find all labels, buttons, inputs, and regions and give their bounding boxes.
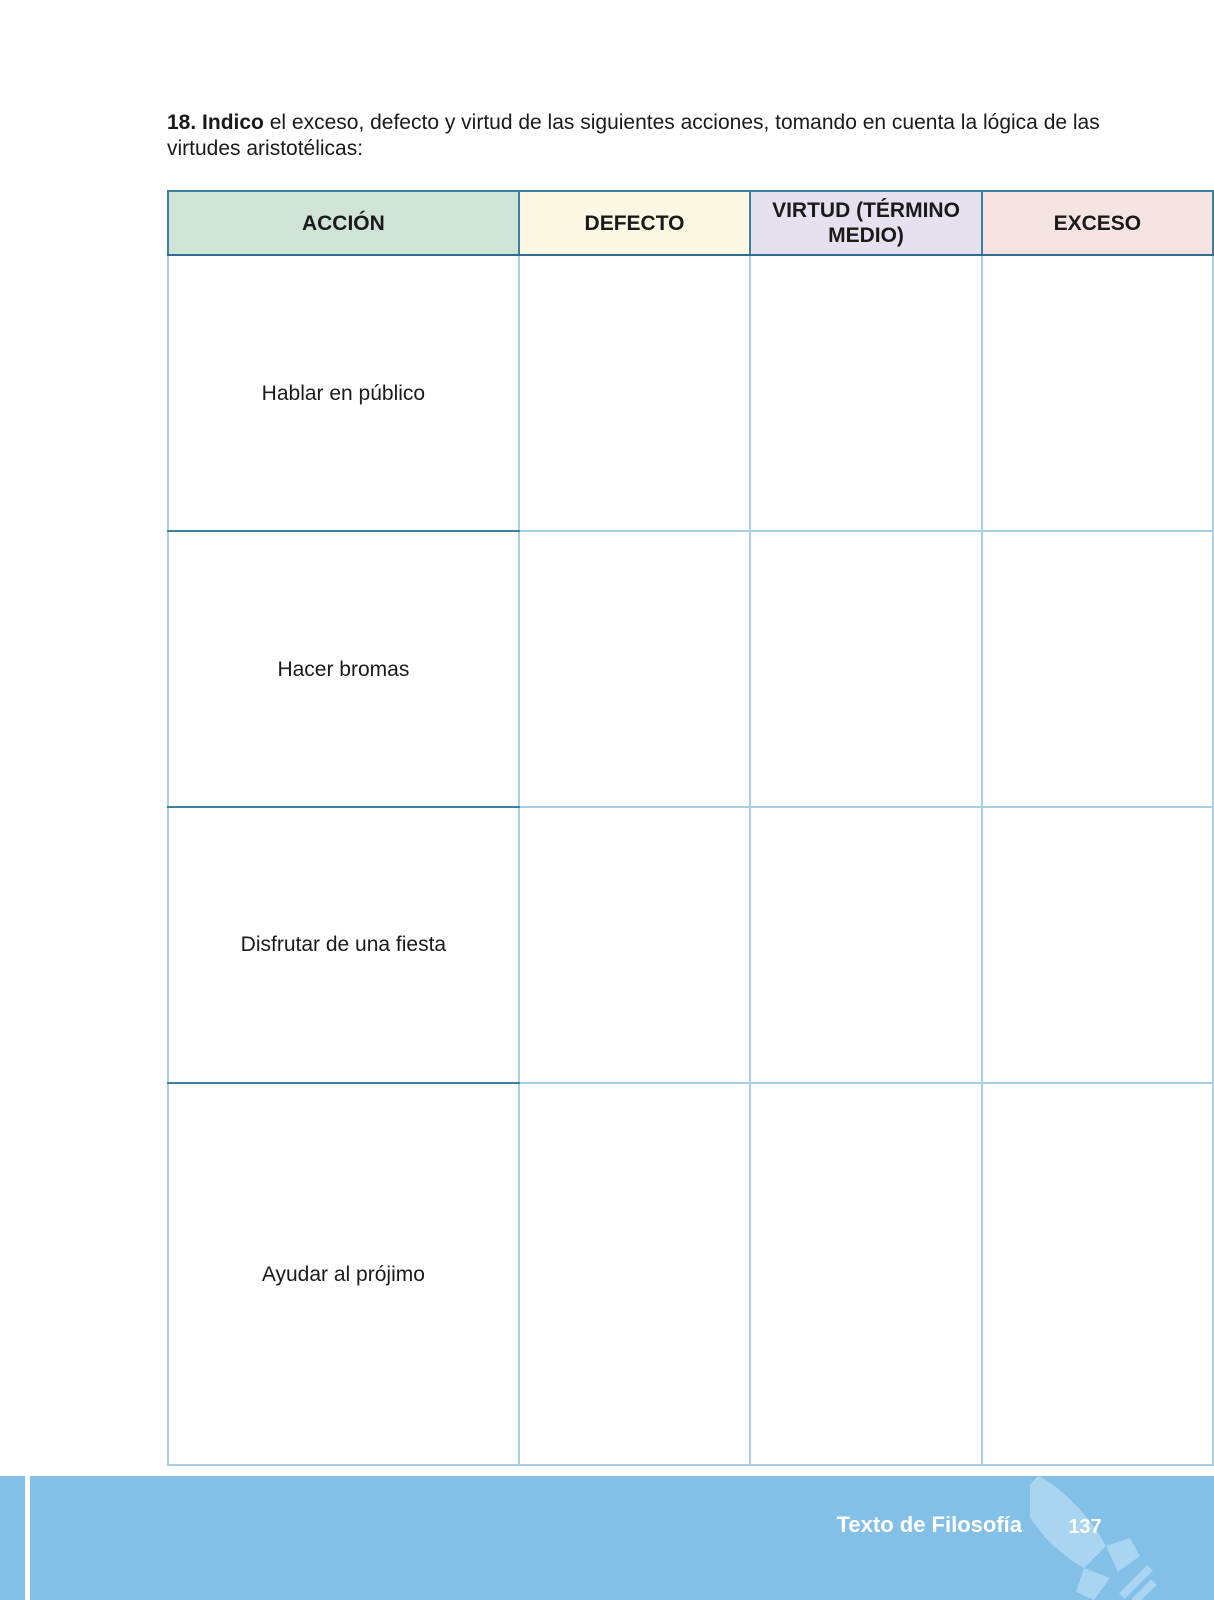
- virtud-cell[interactable]: [750, 255, 982, 531]
- exceso-cell[interactable]: [982, 531, 1213, 807]
- exercise-text: el exceso, defecto y virtud de las siguientes acciones, tomando en cuenta la lógica de las virtudes aristotélicas:: [167, 111, 1100, 160]
- footer-divider: [25, 1476, 30, 1600]
- page-number: 137: [1068, 1516, 1102, 1538]
- table-row: [168, 255, 1213, 531]
- exceso-cell[interactable]: [982, 1083, 1213, 1465]
- exercise-number: 18.: [167, 111, 197, 134]
- defecto-cell[interactable]: [519, 531, 750, 807]
- virtud-cell[interactable]: [750, 1083, 982, 1465]
- exceso-cell[interactable]: [982, 807, 1213, 1083]
- virtues-table: [167, 190, 1214, 1466]
- action-cell: Ayudar al prójimo: [168, 1083, 519, 1465]
- virtud-cell[interactable]: [750, 807, 982, 1083]
- table-row: [168, 1083, 1213, 1465]
- exercise-verb: Indico: [202, 111, 264, 134]
- defecto-cell[interactable]: [519, 807, 750, 1083]
- virtud-cell[interactable]: [750, 531, 982, 807]
- defecto-cell[interactable]: [519, 255, 750, 531]
- exercise-instruction: [167, 110, 1112, 162]
- book-title: Texto de Filosofía: [836, 1512, 1022, 1537]
- action-cell: Hacer bromas: [168, 531, 519, 807]
- header-accion: ACCIÓN: [168, 191, 519, 255]
- table-header-row: [168, 191, 1213, 255]
- table-row: [168, 531, 1213, 807]
- exceso-cell[interactable]: [982, 255, 1213, 531]
- header-virtud: VIRTUD (TÉRMINO MEDIO): [750, 191, 982, 255]
- virtues-table-container: [167, 190, 1214, 1466]
- header-exceso: EXCESO: [982, 191, 1213, 255]
- action-cell: Disfrutar de una fiesta: [168, 807, 519, 1083]
- defecto-cell[interactable]: [519, 1083, 750, 1465]
- action-cell: Hablar en público: [168, 255, 519, 531]
- header-defecto: DEFECTO: [519, 191, 750, 255]
- page-footer: [0, 1476, 1214, 1600]
- table-row: [168, 807, 1213, 1083]
